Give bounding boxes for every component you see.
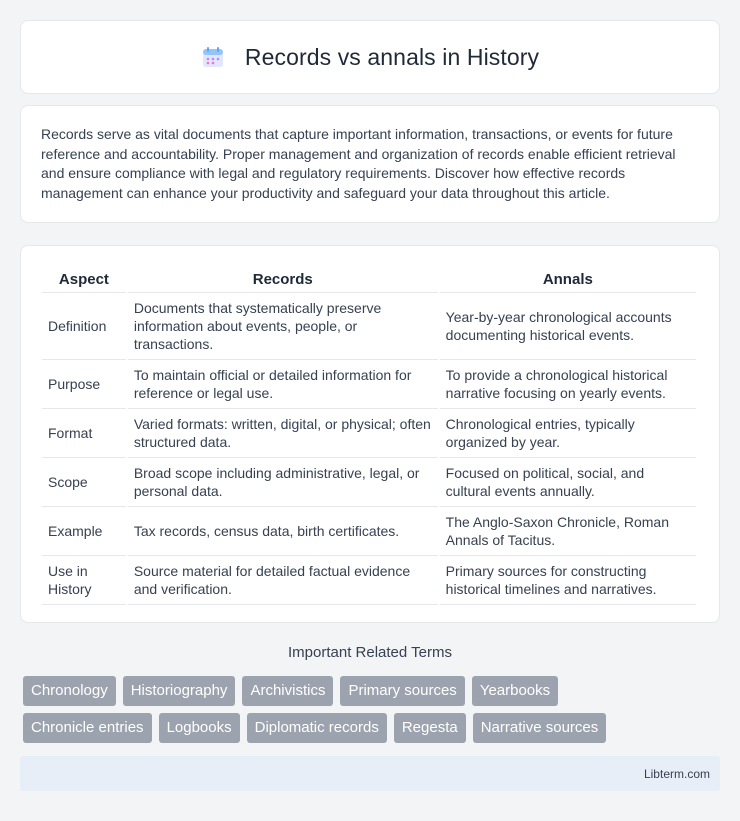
records-cell: Varied formats: written, digital, or physical; often structured data.: [128, 409, 438, 458]
calendar-icon: [201, 45, 225, 69]
tag-chronology[interactable]: Chronology: [23, 676, 116, 706]
table-row: [42, 360, 696, 409]
table-row: [42, 556, 696, 605]
annals-cell: Chronological entries, typically organized by year.: [440, 409, 696, 458]
records-cell: Source material for detailed factual evidence and verification.: [128, 556, 438, 605]
tag-diplomatic-records[interactable]: Diplomatic records: [247, 713, 387, 743]
tag-row-1: [23, 676, 723, 706]
aspect-cell: Use in History: [42, 556, 126, 605]
annals-cell: To provide a chronological historical narrative focusing on yearly events.: [440, 360, 696, 409]
aspect-cell: Format: [42, 409, 126, 458]
header-aspect: Aspect: [42, 266, 126, 293]
tag-yearbooks[interactable]: Yearbooks: [472, 676, 558, 706]
tag-regesta[interactable]: Regesta: [394, 713, 466, 743]
records-cell: Documents that systematically preserve information about events, people, or transactions.: [128, 293, 438, 360]
page-title: Records vs annals in History: [244, 43, 540, 70]
records-cell: To maintain official or detailed information for reference or legal use.: [128, 360, 438, 409]
tag-historiography[interactable]: Historiography: [123, 676, 236, 706]
aspect-cell: Scope: [42, 458, 126, 507]
tag-row-2: [23, 713, 723, 743]
table-row: [42, 293, 696, 360]
table-row: [42, 458, 696, 507]
comparison-table: [40, 266, 698, 605]
header-card: [20, 20, 720, 94]
tag-primary-sources[interactable]: Primary sources: [340, 676, 464, 706]
table-row: [42, 507, 696, 556]
intro-text: Records serve as vital documents that capture important information, transactions, or events for future reference and accountability. Proper management and organization of records enable efficient retrieval and ensure compliance with legal and regulatory requirements. Discover how effective records management can enhance your productivity and safeguard your data throughout this article.: [41, 126, 676, 201]
annals-cell: Focused on political, social, and cultural events annually.: [440, 458, 696, 507]
intro-card: [20, 105, 720, 223]
tag-chronicle-entries[interactable]: Chronicle entries: [23, 713, 152, 743]
tag-logbooks[interactable]: Logbooks: [159, 713, 240, 743]
footer-site-link[interactable]: Libterm.com: [643, 766, 710, 781]
annals-cell: Year-by-year chronological accounts documenting historical events.: [440, 293, 696, 360]
table-row: [42, 409, 696, 458]
header-records: Records: [128, 266, 438, 293]
comparison-table-card: [20, 245, 720, 623]
tag-archivistics[interactable]: Archivistics: [242, 676, 333, 706]
records-cell: Broad scope including administrative, legal, or personal data.: [128, 458, 438, 507]
header-annals: Annals: [440, 266, 696, 293]
aspect-cell: Purpose: [42, 360, 126, 409]
tag-narrative-sources[interactable]: Narrative sources: [473, 713, 607, 743]
aspect-cell: Definition: [42, 293, 126, 360]
annals-cell: The Anglo-Saxon Chronicle, Roman Annals of Tacitus.: [440, 507, 696, 556]
annals-cell: Primary sources for constructing historical timelines and narratives.: [440, 556, 696, 605]
aspect-cell: Example: [42, 507, 126, 556]
related-terms-tags: [23, 676, 723, 750]
footer: [20, 756, 720, 791]
records-cell: Tax records, census data, birth certificates.: [128, 507, 438, 556]
table-header-row: [42, 266, 696, 293]
related-terms-title: Important Related Terms: [288, 644, 452, 661]
